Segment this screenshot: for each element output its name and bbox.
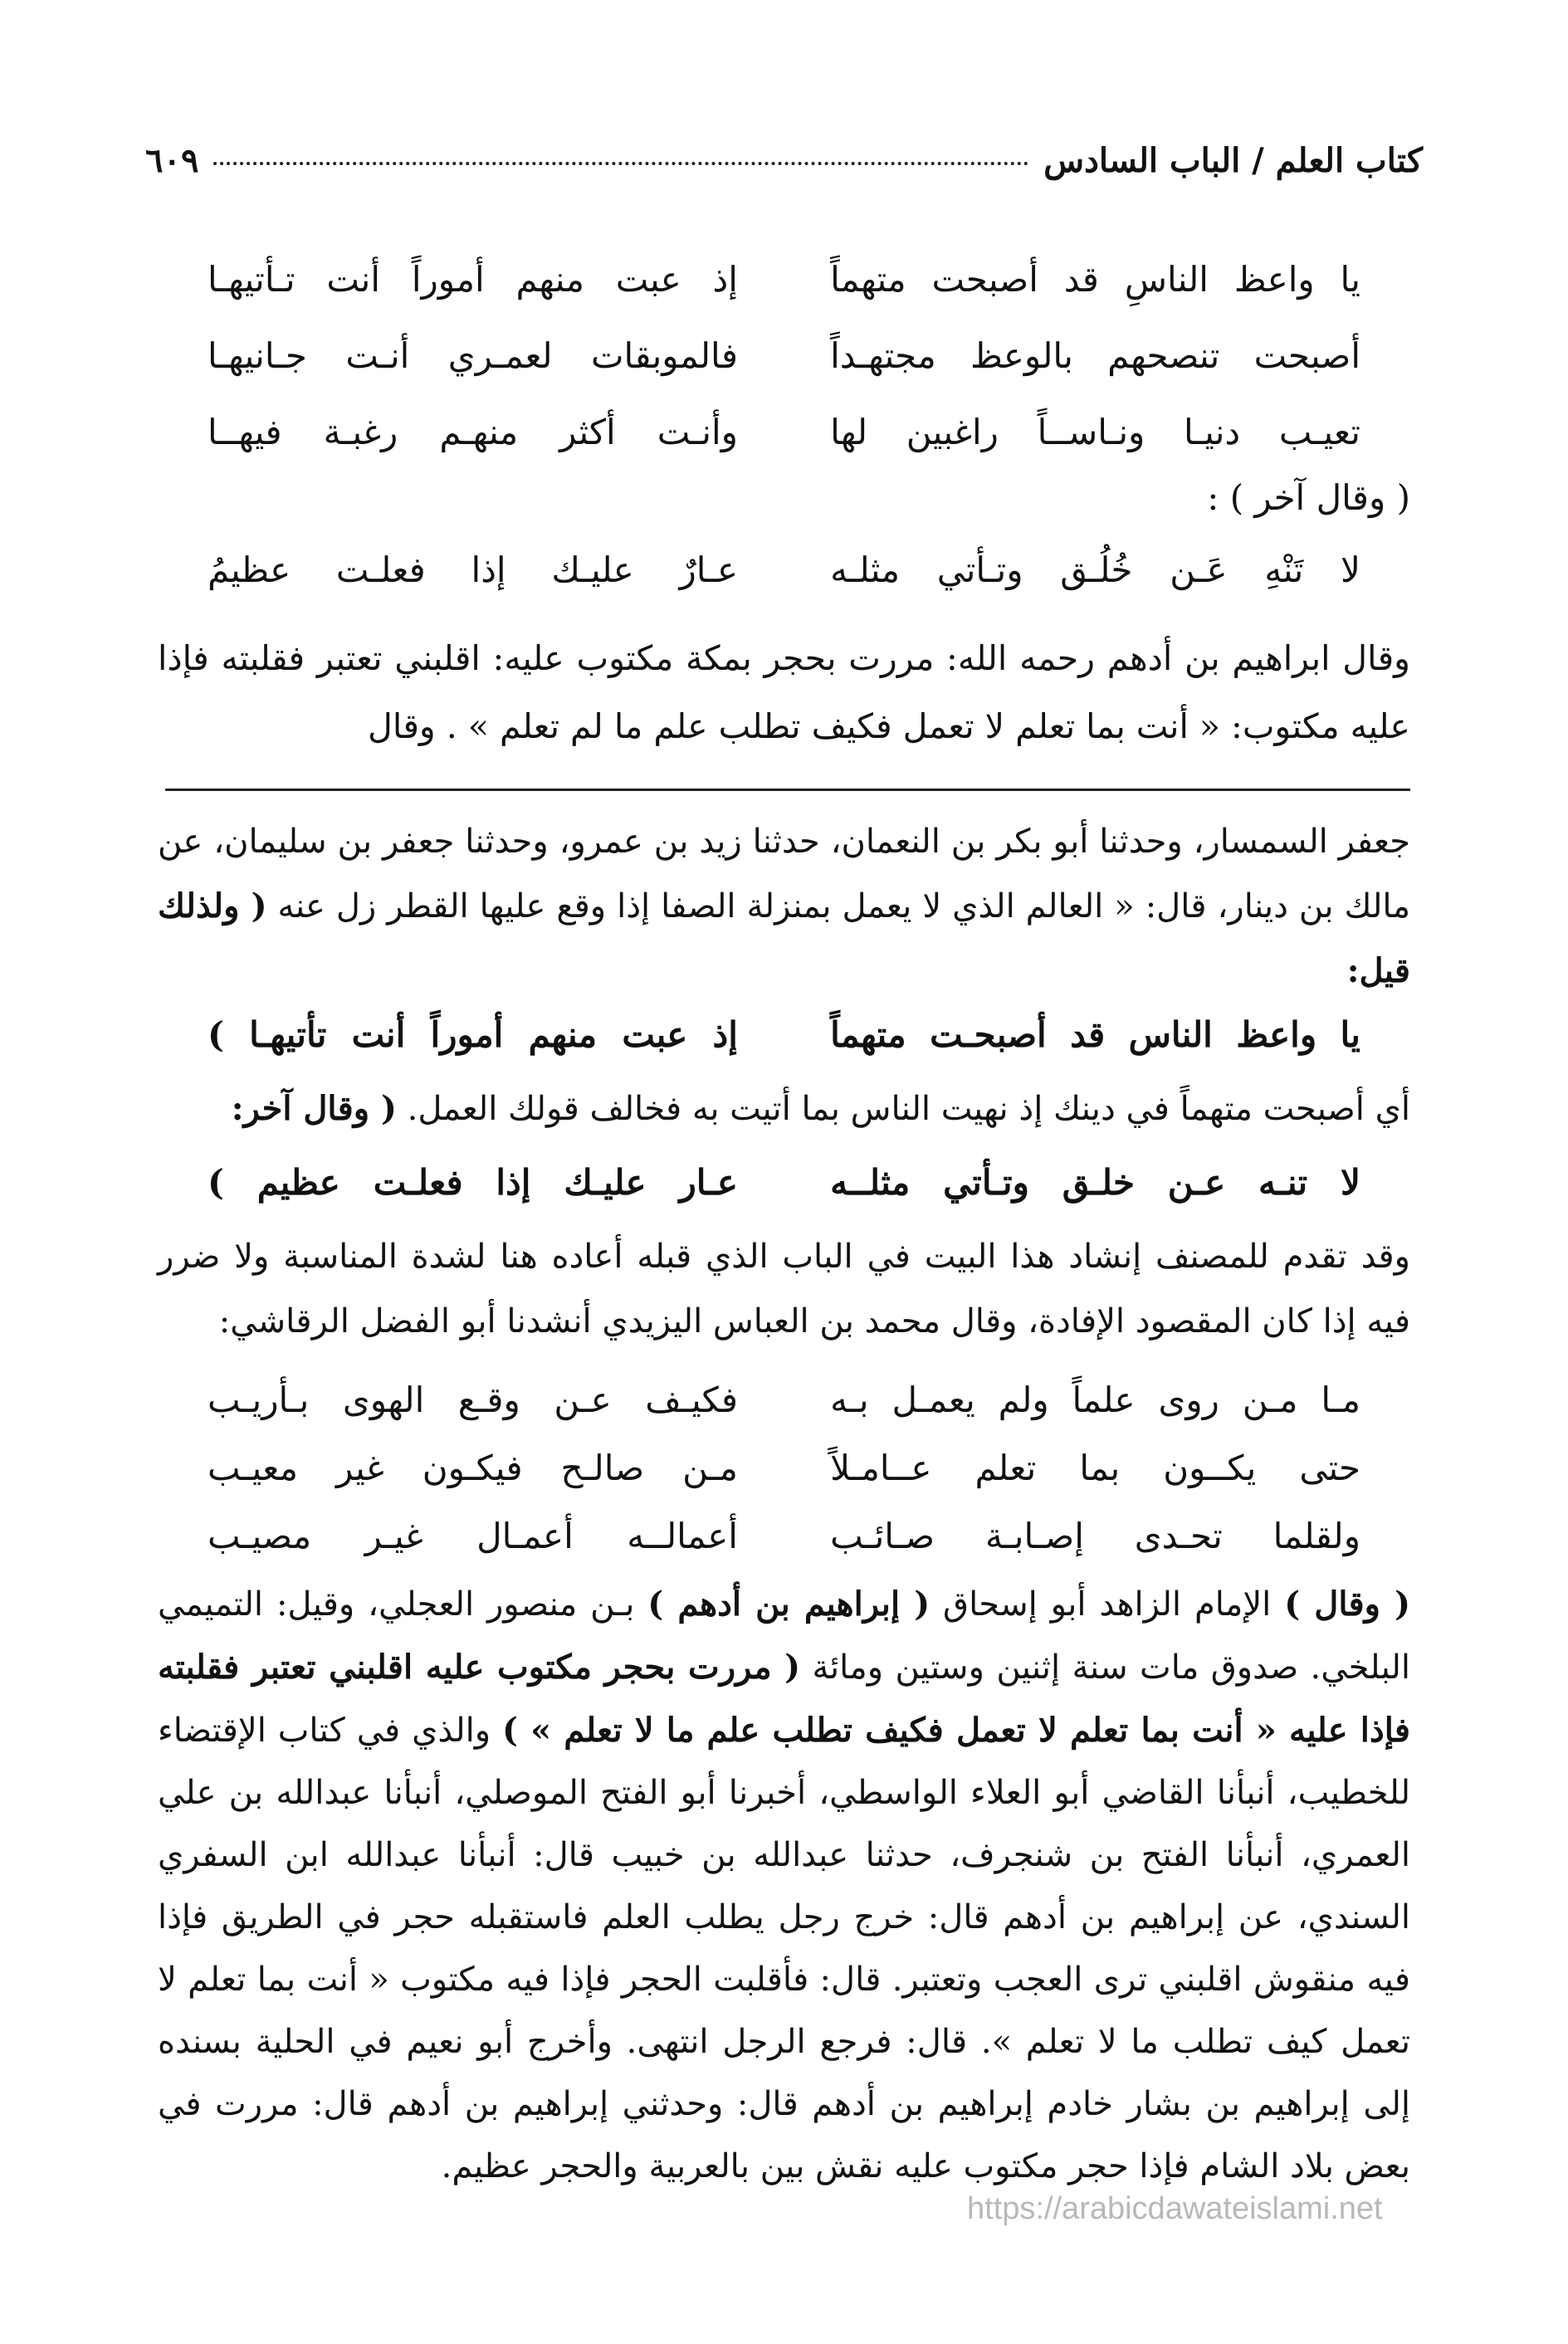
final-text-2: بـن منصور العجلي، وقيل: التميمي البلخي. صدوق مات سنة إثنين وستين ومائة bbox=[158, 1585, 1410, 1687]
verse-line bbox=[208, 1365, 1360, 1433]
verse-right-hemistich: يا واعظ الناسِ قد أصبحت متهماً bbox=[830, 258, 1360, 300]
verse-left-hemistich: إذ عبت منهم أموراً أنت تأتيهـا ) bbox=[208, 1013, 738, 1055]
commentary-verse-1 bbox=[208, 996, 1360, 1072]
final-bold-3: ( مررت بحجر مكتوب عليه اقلبني تعتبر فقلبته فإذا عليه « أنت بما تعلم لا تعمل فكيف تطلب علم ما لا تعلم » ) bbox=[158, 1648, 1410, 1750]
verse-right-hemistich: لا تَنْهِ عَـن خُلُـق وتـأتي مثلـه bbox=[830, 549, 1360, 590]
commentary-paragraph-2 bbox=[158, 1077, 1410, 1141]
footnote-divider bbox=[165, 789, 1410, 791]
verse-right-hemistich: أصبحت تنصحهم بالوعظ مجتهـداً bbox=[830, 335, 1360, 376]
verse-right-hemistich: مـا مـن روى علماً ولم يعمـل بـه bbox=[830, 1379, 1360, 1420]
verse-left-hemistich: مـن صالـح فيكـون غير معيـب bbox=[208, 1447, 738, 1488]
running-header bbox=[145, 141, 1423, 191]
commentary-verse-2 bbox=[208, 1144, 1360, 1220]
verse-line bbox=[208, 1502, 1360, 1570]
final-bold-2: ( إبراهيم بن أدهم ) bbox=[647, 1585, 931, 1624]
verse-line bbox=[208, 393, 1360, 470]
verse-line bbox=[208, 1144, 1360, 1220]
verse-right-hemistich: يا واعظ الناس قد أصبحـت متهماً bbox=[830, 1013, 1360, 1055]
verse-left-hemistich: وأنـت أكثر منهـم رغبـة فيهــا bbox=[208, 411, 738, 452]
verse-left-hemistich: فكيـف عـن وقـع الهوى بـأريـب bbox=[208, 1379, 738, 1420]
verse-left-hemistich: عـار عليـك إذا فعلـت عظيم ) bbox=[208, 1161, 738, 1203]
verse-left-hemistich: أعمالــه أعمـال غيـر مصيـب bbox=[208, 1515, 738, 1556]
page-number: ٦٠٩ bbox=[145, 141, 199, 180]
commentary-text: جعفر السمسار، وحدثنا أبو بكر بن النعمان، حدثنا زيد بن عمرو، وحدثنا جعفر بن سليمان، عن مالك بن دينار، قال: « العالم الذي لا يعمل بمنزلة الصفا إذا وقع عليها القطر زل عنه bbox=[158, 823, 1411, 925]
verse-line bbox=[208, 241, 1360, 317]
final-paragraph bbox=[158, 1573, 1410, 2198]
main-paragraph: وقال ابراهيم بن أدهم رحمه الله: مررت بحجر بمكة مكتوب عليه: اقلبني تعتبر فقلبته فإذا عليه مكتوب: « أنت بما تعلم لا تعمل فكيف تطلب علم ما لم تعلم » . وقال bbox=[158, 638, 1410, 746]
header-dot-leader bbox=[213, 162, 1028, 165]
header-title: كتاب العلم / الباب السادس bbox=[1043, 141, 1423, 180]
verse-line bbox=[208, 531, 1360, 608]
verse-right-hemistich: تعيـب دنيـا ونـاســاً راغبين لها bbox=[830, 411, 1360, 452]
watermark-url: https://arabicdawateislami.net bbox=[967, 2191, 1383, 2226]
verse-line bbox=[208, 1433, 1360, 1502]
verse-right-hemistich: حتى يكــون بما تعلم عــامـلاً bbox=[830, 1447, 1360, 1488]
poem-single bbox=[208, 531, 1360, 608]
verse-left-hemistich: عـارٌ عليـك إذا فعلـت عظيمُ bbox=[208, 549, 738, 590]
poem-top bbox=[208, 241, 1360, 470]
commentary-paragraph-3: وقد تقدم للمصنف إنشاد هذا البيت في الباب الذي قبله أعاده هنا لشدة المناسبة ولا ضرر فيه إذا كان المقصود الإفادة، وقال محمد بن العباس اليزيدي أنشدنا أبو الفضل الرقاشي: bbox=[158, 1238, 1410, 1340]
verse-right-hemistich: ولقلما تحـدى إصـابـة صـائـب bbox=[830, 1515, 1360, 1556]
commentary-bold-lead: ( ولذلك قيل: bbox=[158, 886, 1410, 990]
commentary-text: أي أصبحت متهماً في دينك إذ نهيت الناس بما أتيت به فخالف قولك العمل. bbox=[407, 1090, 1410, 1128]
commentary-bold-lead: ( وقال آخر: bbox=[231, 1089, 397, 1128]
final-text-3: والذي في كتاب الإقتضاء للخطيب، أنبأنا القاضي أبو العلاء الواسطي، أخبرنا أبو الفتح الموصلي، أنبأنا عبدالله بن علي العمري، أنبأنا الفتح بن شنجرف، حدثنا عبدالله بن خبيب قال: أنبأنا عبدالله ابن السفري السندي، عن إبراهيم بن أدهم قال: خرج رجل يطلب العلم فاستقبله حجر في الطريق فإذا فيه منقوش اقلبني ترى العجب وتعتبر. قال: فأقلبت الحجر فإذا فيه مكتوب « أنت بما تعلم لا تعمل كيف تطلب ما لا تعلم ». قال: فرجع الرجل انتهى. وأخرج أبو نعيم في الحلية بسنده إلى إبراهيم بن بشار خادم إبراهيم بن أدهم قال: وحدثني إبراهيم بن أدهم قال: مررت في بعض بلاد الشام فإذا حجر مكتوب عليه نقش بين بالعربية والحجر عظيم. bbox=[158, 1712, 1411, 2185]
verse-line bbox=[208, 996, 1360, 1072]
qala-akhar-label: ( وقال آخر ) : bbox=[1207, 477, 1410, 518]
poem-bottom bbox=[208, 1365, 1360, 1570]
verse-left-hemistich: فالموبقات لعمـري أنـت جـانيهـا bbox=[208, 335, 738, 376]
verse-right-hemistich: لا تنـه عـن خلـق وتـأتي مثلــه bbox=[830, 1161, 1360, 1203]
verse-line bbox=[208, 317, 1360, 393]
verse-left-hemistich: إذ عبت منهم أموراً أنت تـأتيهـا bbox=[208, 258, 738, 300]
final-bold-1: ( وقال ) bbox=[1284, 1585, 1411, 1624]
commentary-paragraph-1 bbox=[158, 809, 1410, 1004]
final-text-1: الإمام الزاهد أبو إسحاق bbox=[930, 1585, 1285, 1624]
